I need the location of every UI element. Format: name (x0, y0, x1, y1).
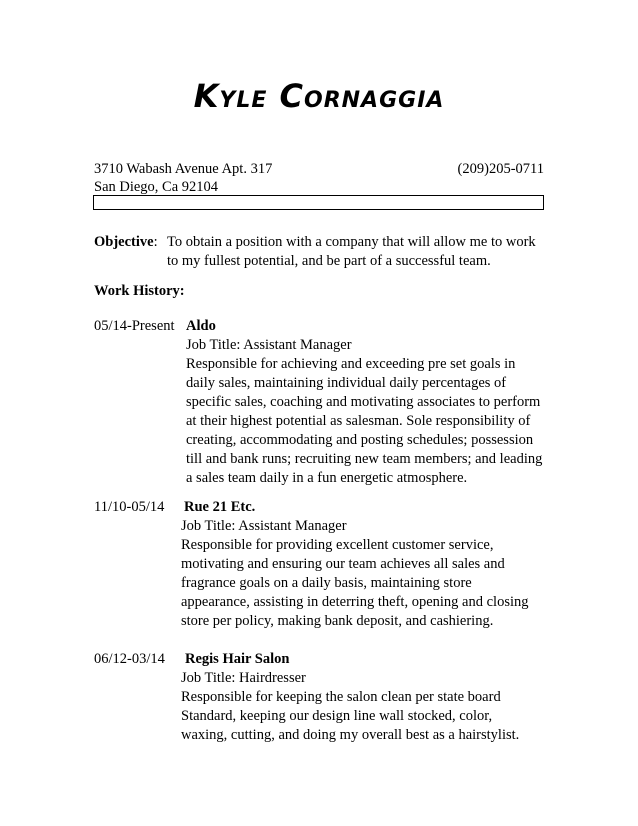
objective-label: Objective (94, 234, 154, 250)
job-description-line: Responsible for keeping the salon clean per state board (181, 689, 501, 705)
job-entry (181, 498, 529, 631)
objective-line-1: To obtain a position with a company that will allow me to work (167, 234, 536, 250)
job-dates: 06/12-03/14 (94, 651, 165, 667)
job-company: Regis Hair Salon (185, 651, 290, 667)
job-description-line: a sales team daily in a fun energetic atmosphere. (186, 470, 468, 486)
job-description-line: fragrance goals on a daily basis, maintaining store (181, 575, 472, 591)
phone-number: (209)205-0711 (457, 161, 544, 177)
job-description-line: motivating and ensuring our team achieves all sales and (181, 556, 505, 572)
job-description-line: at their highest potential as salesman. Sole responsibility of (186, 413, 531, 429)
job-title: Job Title: Assistant Manager (186, 337, 352, 353)
objective-text (167, 233, 547, 271)
job-description-line: specific sales, coaching and motivating associates to perform (186, 394, 541, 410)
job-description-line: Responsible for providing excellent customer service, (181, 537, 494, 553)
work-history-heading: Work History: (94, 283, 185, 299)
job-description-line: appearance, assisting in deterring theft, opening and closing (181, 594, 529, 610)
job-title: Job Title: Assistant Manager (181, 518, 347, 534)
job-description-line: creating, accommodating and posting schedules; possession (186, 432, 534, 448)
objective-label-colon: : (153, 234, 158, 250)
address-line-1: 3710 Wabash Avenue Apt. 317 (94, 161, 273, 177)
job-company: Rue 21 Etc. (184, 499, 256, 515)
job-dates: 05/14-Present (94, 318, 175, 334)
objective-label-wrap (94, 233, 158, 252)
job-description-line: waxing, cutting, and doing my overall best as a hairstylist. (181, 727, 520, 743)
job-dates: 11/10-05/14 (94, 499, 165, 515)
objective-line-2: to my fullest potential, and be part of a successful team. (167, 253, 491, 269)
job-description-line: till and bank runs; recruiting new team members; and leading (186, 451, 543, 467)
job-description-line: Standard, keeping our design line wall stocked, color, (181, 708, 493, 724)
address-line-2: San Diego, Ca 92104 (94, 179, 219, 195)
job-title: Job Title: Hairdresser (181, 670, 306, 686)
job-entry (181, 650, 519, 745)
job-description-line: Responsible for achieving and exceeding pre set goals in (186, 356, 516, 372)
job-description-line: store per policy, making bank deposit, and cashiering. (181, 613, 494, 629)
job-company: Aldo (186, 318, 216, 334)
job-description-line: daily sales, maintaining individual daily percentages of (186, 375, 507, 391)
job-entry (186, 317, 542, 488)
resume-name: Kyle Cornaggia (193, 77, 445, 115)
header-divider-box (93, 195, 544, 210)
